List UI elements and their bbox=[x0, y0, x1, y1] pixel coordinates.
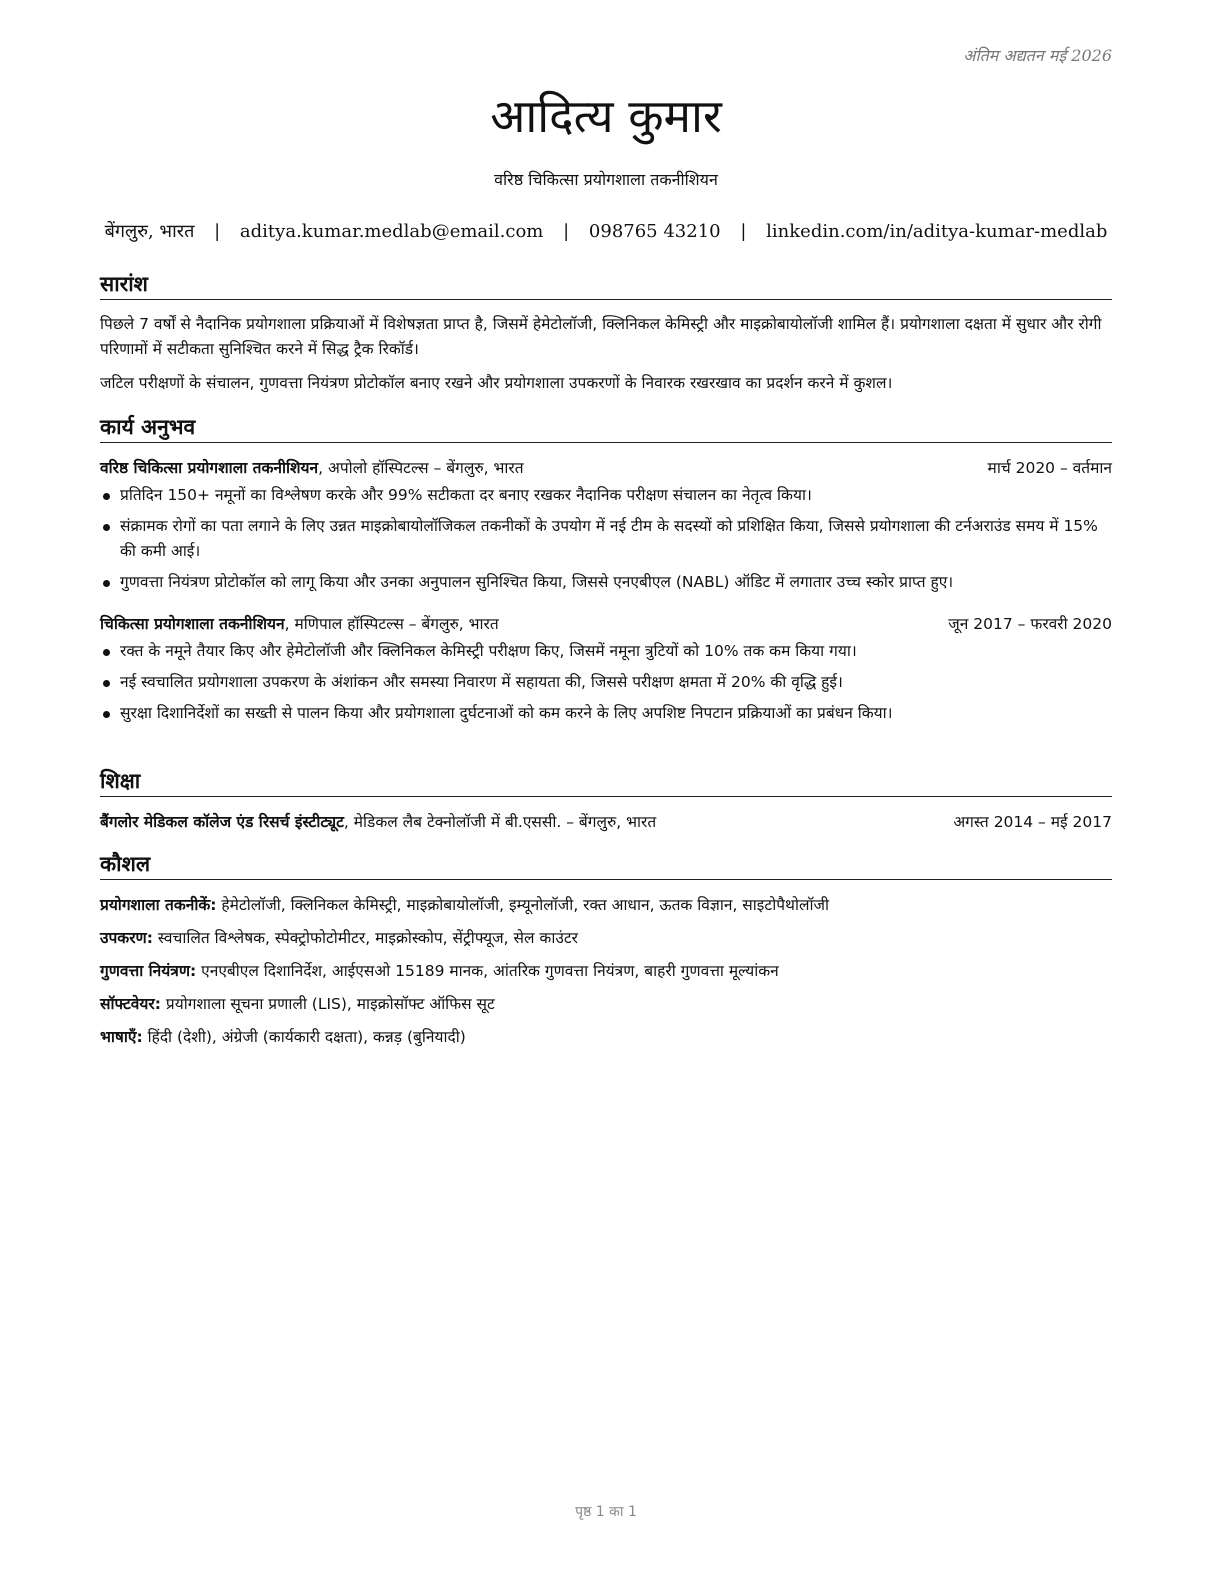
contact-location: बेंगलुरु, भारत bbox=[104, 221, 195, 242]
education-entry bbox=[100, 809, 1112, 835]
resume-page bbox=[100, 0, 1112, 1584]
job-role: वरिष्ठ चिकित्सा प्रयोगशाला तकनीशियन bbox=[100, 459, 319, 477]
skill-label: उपकरण: bbox=[100, 929, 153, 947]
job-role: चिकित्सा प्रयोगशाला तकनीशियन bbox=[100, 615, 285, 633]
skill-label: गुणवत्ता नियंत्रण: bbox=[100, 962, 197, 980]
job-title-line bbox=[100, 611, 499, 637]
skill-line bbox=[100, 1024, 1112, 1050]
list-item: सुरक्षा दिशानिर्देशों का सख्ती से पालन किया और प्रयोगशाला दुर्घटनाओं को कम करने के लिए अपशिष्ट निपटान प्रक्रियाओं का प्रबंधन किया। bbox=[100, 701, 1112, 726]
skills-section bbox=[100, 850, 1112, 1050]
skill-label: प्रयोगशाला तकनीकें: bbox=[100, 896, 217, 914]
job-org: , अपोलो हॉस्पिटल्स – बेंगलुरु, भारत bbox=[318, 459, 524, 477]
job-org: , मणिपाल हॉस्पिटल्स – बेंगलुरु, भारत bbox=[284, 615, 499, 633]
education-line bbox=[100, 809, 656, 835]
candidate-title: वरिष्ठ चिकित्सा प्रयोगशाला तकनीशियन bbox=[494, 170, 718, 189]
job-header bbox=[100, 611, 1112, 637]
contact-line bbox=[100, 219, 1112, 243]
skill-value: एनएबीएल दिशानिर्देश, आईएसओ 15189 मानक, आंतरिक गुणवत्ता नियंत्रण, बाहरी गुणवत्ता मूल्यांकन bbox=[196, 962, 779, 980]
page-number: पृष्ठ 1 का 1 bbox=[575, 1504, 637, 1520]
summary-paragraph: पिछले 7 वर्षों से नैदानिक प्रयोगशाला प्रक्रियाओं में विशेषज्ञता प्राप्त है, जिसमें हेमेटोलॉजी, क्लिनिकल केमिस्ट्री और माइक्रोबायोलॉजी शामिल हैं। प्रयोगशाला दक्षता में सुधार और रोगी परिणामों में सटीकता सुनिश्चित करने में सिद्ध ट्रैक रिकॉर्ड। bbox=[100, 315, 1102, 358]
contact-separator: | bbox=[740, 221, 747, 242]
education-dates: अगस्त 2014 – मई 2017 bbox=[953, 813, 1112, 831]
skill-label: भाषाएँ: bbox=[100, 1028, 143, 1046]
contact-linkedin[interactable]: linkedin.com/in/aditya-kumar-medlab bbox=[766, 221, 1108, 242]
skill-value: प्रयोगशाला सूचना प्रणाली (LIS), माइक्रोसॉफ्ट ऑफिस सूट bbox=[160, 995, 495, 1013]
section-heading-experience: कार्य अनुभव bbox=[100, 413, 1112, 443]
experience-section bbox=[100, 413, 1112, 732]
skill-value: हिंदी (देशी), अंग्रेजी (कार्यकारी दक्षता), कन्नड़ (बुनियादी) bbox=[142, 1028, 466, 1046]
last-updated: अंतिम अद्यतन मई 2026 bbox=[963, 46, 1112, 65]
education-detail: , मेडिकल लैब टेक्नोलॉजी में बी.एससी. – बेंगलुरु, भारत bbox=[343, 813, 657, 831]
contact-email[interactable]: aditya.kumar.medlab@email.com bbox=[239, 221, 544, 242]
section-heading-education: शिक्षा bbox=[100, 767, 1112, 797]
section-heading-skills: कौशल bbox=[100, 850, 1112, 880]
list-item: संक्रामक रोगों का पता लगाने के लिए उन्नत माइक्रोबायोलॉजिकल तकनीकों के उपयोग में नई टीम के सदस्यों को प्रशिक्षित किया, जिससे प्रयोगशाला की टर्नअराउंड समय में 15% की कमी आई। bbox=[100, 514, 1112, 564]
skill-value: स्वचालित विश्लेषक, स्पेक्ट्रोफोटोमीटर, माइक्रोस्कोप, सेंट्रीफ्यूज, सेल काउंटर bbox=[152, 929, 578, 947]
skill-line bbox=[100, 925, 1112, 951]
job-bullets bbox=[100, 483, 1112, 595]
skill-label: सॉफ्टवेयर: bbox=[100, 995, 161, 1013]
summary-paragraph: जटिल परीक्षणों के संचालन, गुणवत्ता नियंत्रण प्रोटोकॉल बनाए रखने और प्रयोगशाला उपकरणों के निवारक रखरखाव का प्रदर्शन करने में कुशल। bbox=[100, 374, 893, 392]
skill-line bbox=[100, 991, 1112, 1017]
list-item: नई स्वचालित प्रयोगशाला उपकरण के अंशांकन और समस्या निवारण में सहायता की, जिससे परीक्षण क्षमता में 20% की वृद्धि हुई। bbox=[100, 670, 1112, 695]
job-bullets bbox=[100, 639, 1112, 726]
summary-section bbox=[100, 270, 1112, 396]
skill-line bbox=[100, 892, 1112, 918]
contact-separator: | bbox=[563, 221, 570, 242]
job-dates: जून 2017 – फरवरी 2020 bbox=[948, 615, 1112, 633]
education-section bbox=[100, 767, 1112, 835]
education-institution: बैंगलोर मेडिकल कॉलेज एंड रिसर्च इंस्टीट्यूट bbox=[100, 813, 344, 831]
job-entry bbox=[100, 455, 1112, 595]
candidate-name: आदित्य कुमार bbox=[490, 89, 722, 143]
list-item: गुणवत्ता नियंत्रण प्रोटोकॉल को लागू किया और उनका अनुपालन सुनिश्चित किया, जिससे एनएबीएल (NABL) ऑडिट में लगातार उच्च स्कोर प्राप्त हुए। bbox=[100, 570, 1112, 595]
list-item: प्रतिदिन 150+ नमूनों का विश्लेषण करके और 99% सटीकता दर बनाए रखकर नैदानिक परीक्षण संचालन का नेतृत्व किया। bbox=[100, 483, 1112, 508]
skill-value: हेमेटोलॉजी, क्लिनिकल केमिस्ट्री, माइक्रोबायोलॉजी, इम्यूनोलॉजी, रक्त आधान, ऊतक विज्ञान, साइटोपैथोलॉजी bbox=[216, 896, 829, 914]
section-heading-summary: सारांश bbox=[100, 270, 1112, 300]
contact-phone[interactable]: 098765 43210 bbox=[588, 221, 721, 242]
job-entry bbox=[100, 611, 1112, 726]
skill-line bbox=[100, 958, 1112, 984]
job-dates: मार्च 2020 – वर्तमान bbox=[987, 459, 1112, 477]
job-header bbox=[100, 455, 1112, 481]
list-item: रक्त के नमूने तैयार किए और हेमेटोलॉजी और क्लिनिकल केमिस्ट्री परीक्षण किए, जिसमें नमूना त्रुटियों को 10% तक कम किया गया। bbox=[100, 639, 1112, 664]
contact-separator: | bbox=[214, 221, 221, 242]
job-title-line bbox=[100, 455, 524, 481]
